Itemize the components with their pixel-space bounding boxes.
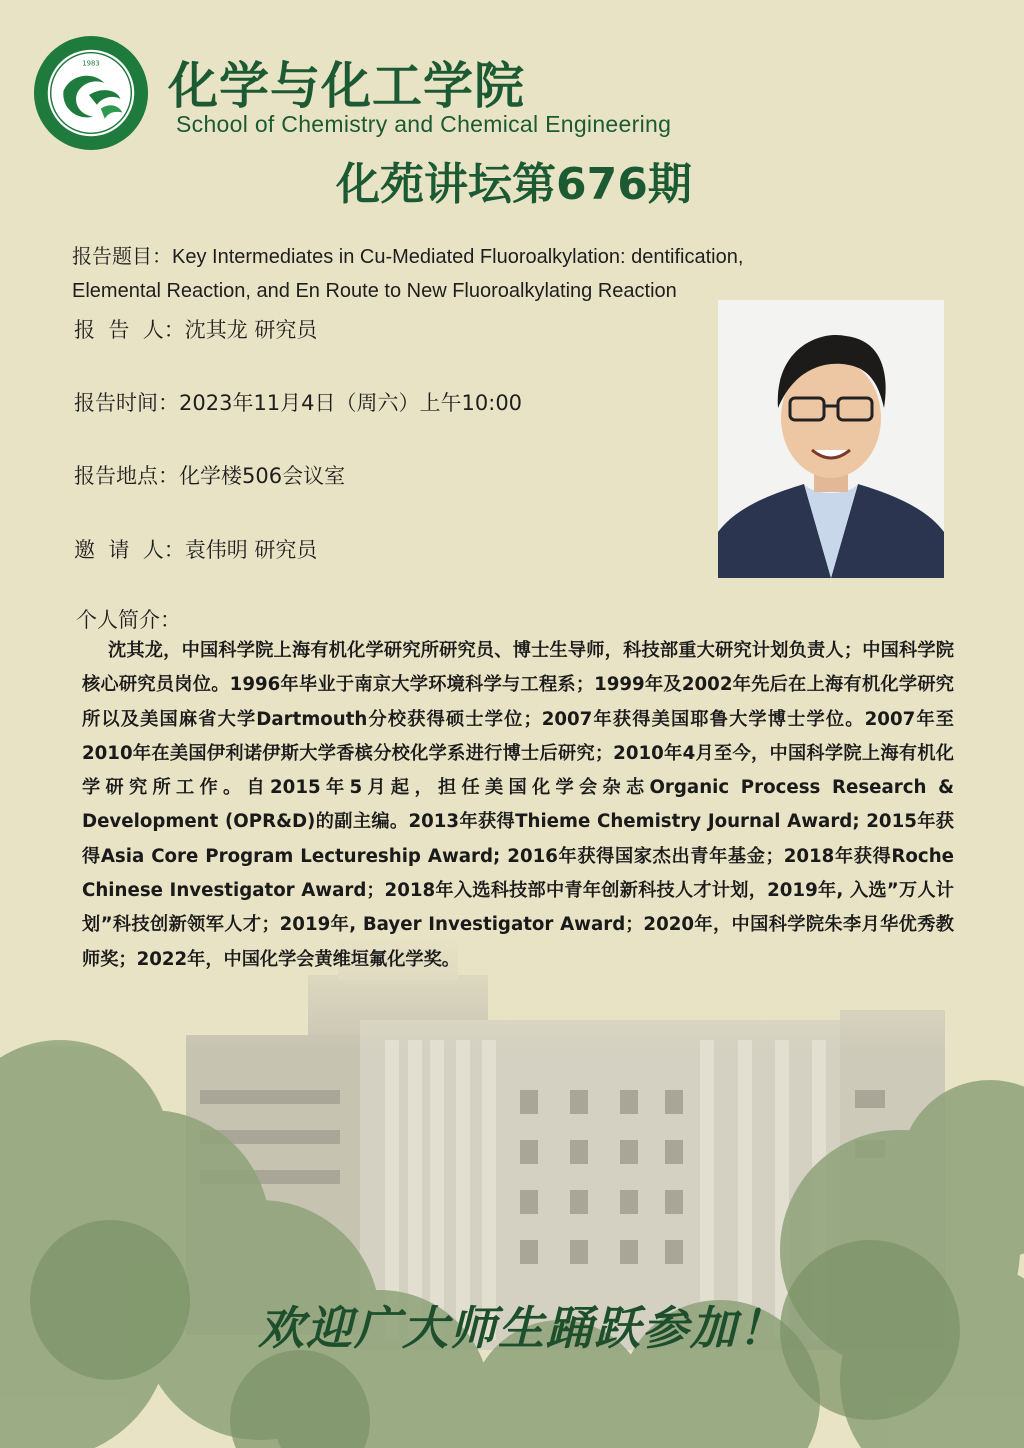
- school-logo-emblem: [32, 34, 150, 152]
- speaker-label: 报 告 人：: [74, 318, 185, 342]
- school-name-chinese: 化学与化工学院: [168, 57, 525, 115]
- talk-title-line2: Elemental Reaction, and En Route to New Fluoroalkylating Reaction: [72, 280, 677, 302]
- speaker-value: 沈其龙 研究员: [184, 318, 318, 342]
- host-label: 邀 请 人：: [74, 538, 185, 562]
- place-value: 化学楼506会议室: [179, 464, 346, 488]
- talk-title-line1: Key Intermediates in Cu-Mediated Fluoroalkylation: dentification,: [172, 246, 744, 268]
- host-value: 袁伟明 研究员: [184, 538, 318, 562]
- place-label: 报告地点：: [74, 464, 179, 488]
- speaker-row: [74, 314, 317, 344]
- talk-title-block: [72, 240, 832, 308]
- bio-paragraph: 沈其龙，中国科学院上海有机化学研究所研究员、博士生导师，科技部重大研究计划负责人；中国科学院核心研究员岗位。1996年毕业于南京大学环境科学与工程系；1999年及2002年先后在上海有机化学研究所以及美国麻省大学Dartmouth分校获得硕士学位；2007年获得美国耶鲁大学博士学位。2007年至2010年在美国伊利诺伊斯大学香槟分校化学系进行博士后研究；2010年4月至今，中国科学院上海有机化学研究所工作。自2015年5月起，担任美国化学会杂志Organic Process Research & Development (OPR&D)的副主编。2013年获得Thieme Chemistry Journal Award; 2015年获得Asia Core Program Lectureship Award; 2016年获得国家杰出青年基金；2018年获得Roche Chinese Investigator Award；2018年入选科技部中青年创新科技人才计划，2019年, 入选”万人计划”科技创新领军人才；2019年, Bayer Investigator Award；2020年，中国科学院朱李月华优秀教师奖；2022年，中国化学会黄维垣氟化学奖。: [82, 640, 954, 970]
- lecture-issue-title: 化苑讲坛第676期: [336, 159, 692, 210]
- time-label: 报告时间：: [74, 391, 179, 415]
- time-row: [74, 387, 522, 417]
- talk-title-label: 报告题目：: [72, 244, 172, 268]
- place-row: [74, 460, 345, 490]
- logo-year: 1983: [82, 59, 100, 68]
- school-name-english: School of Chemistry and Chemical Engineering: [176, 111, 672, 137]
- bio-heading: 个人简介：: [76, 608, 181, 632]
- speaker-photo: [718, 300, 944, 578]
- welcome-slogan: 欢迎广大师生踊跃参加！: [258, 1301, 786, 1355]
- host-row: [74, 534, 317, 564]
- time-value: 2023年11月4日（周六）上午10:00: [179, 391, 523, 415]
